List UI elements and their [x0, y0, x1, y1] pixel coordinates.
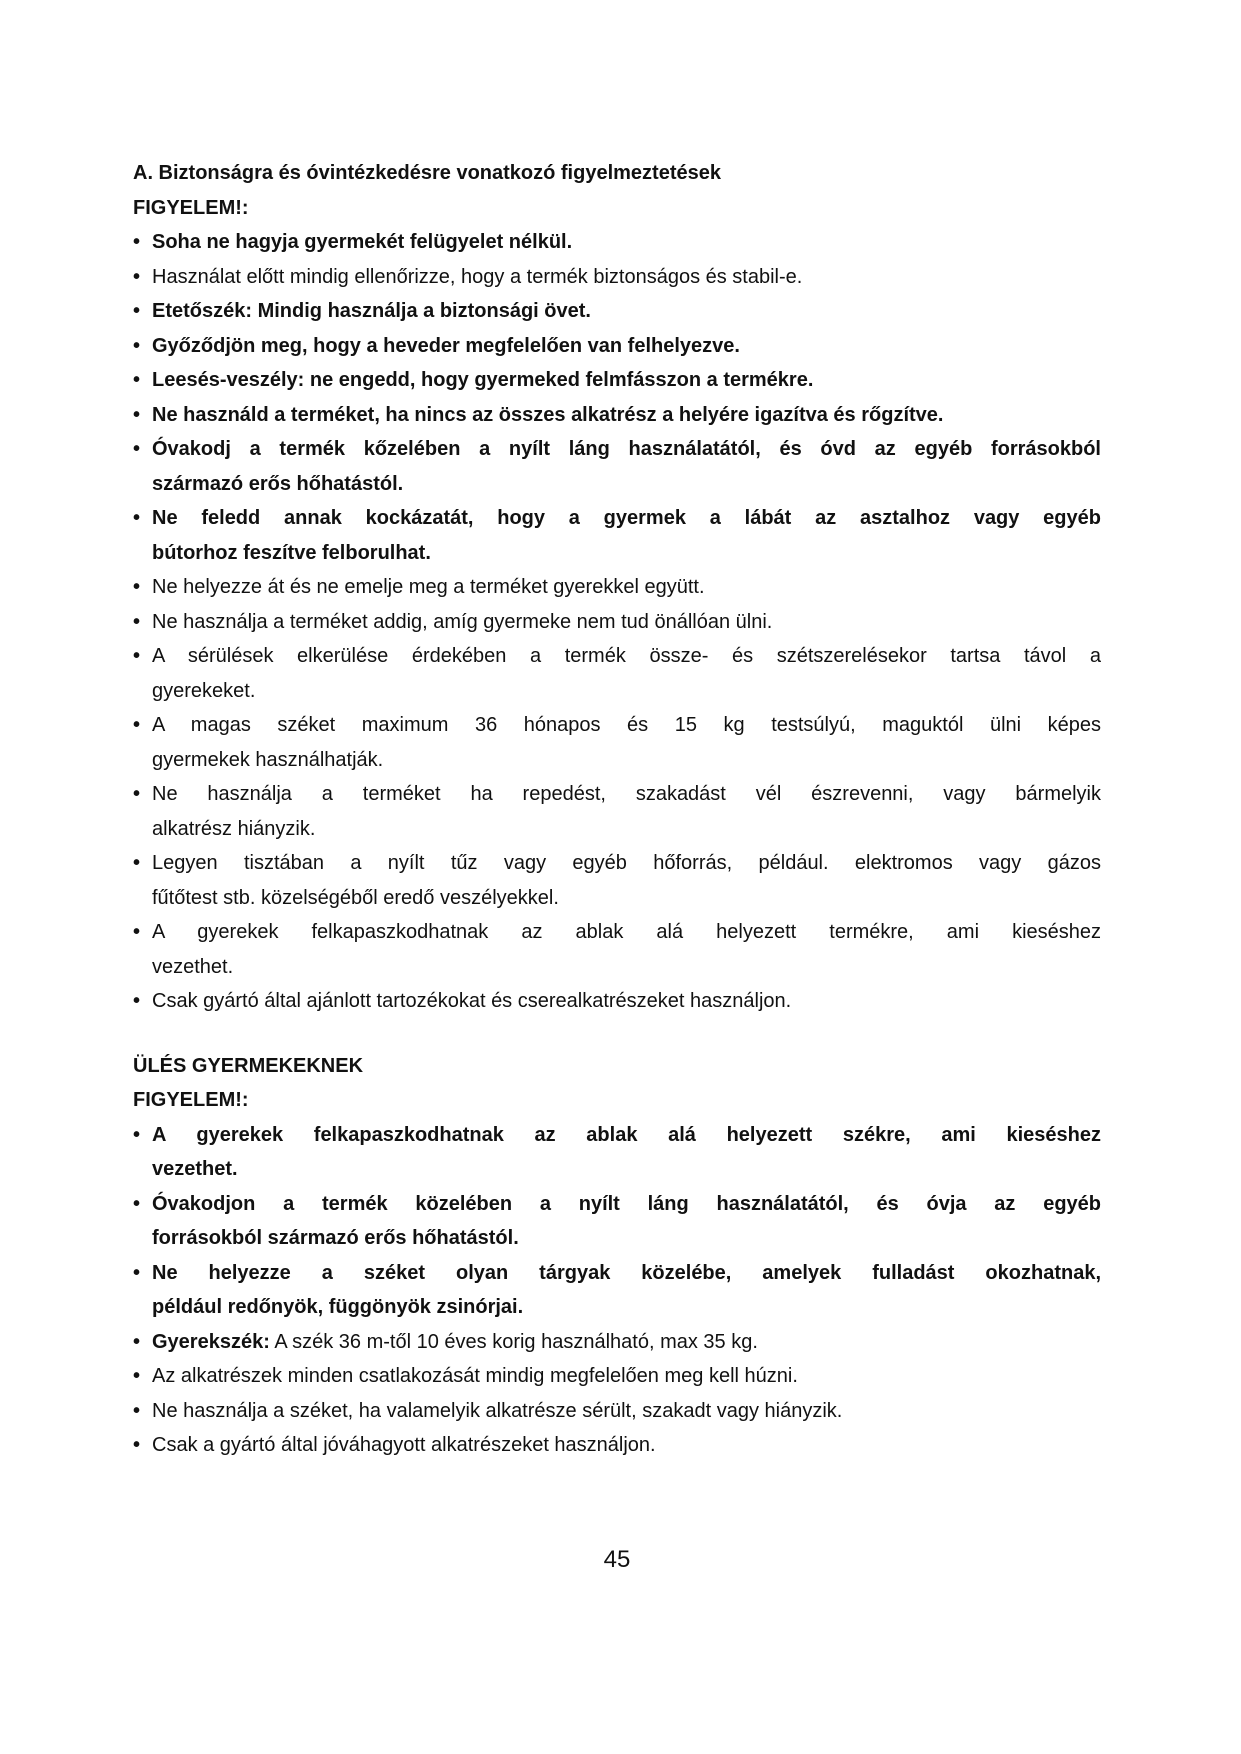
list-item — [133, 398, 1101, 433]
list-item-line: Leesés-veszély: ne engedd, hogy gyermeked felmfásszon a termékre. — [152, 369, 814, 391]
list-item-line: Ne használd a terméket, ha nincs az összes alkatrész a helyére igazítva és rőgzítve. — [152, 403, 944, 426]
section-title: ÜLÉS GYERMEKEKNEK — [133, 1054, 364, 1077]
bullet-icon: • — [133, 852, 141, 874]
list-item-line: Legyen tisztában a nyílt tűz vagy egyéb hőforrás, például. elektromos vagy gázos — [152, 852, 1101, 874]
warning-label: FIGYELEM!: — [133, 1089, 249, 1111]
list-item-line: Győződjön meg, hogy a heveder megfelelően van felhelyezve. — [152, 334, 740, 357]
list-item-line: például redőnyök, függönyök zsinórjai. — [152, 1296, 524, 1318]
bullet-icon: • — [133, 783, 141, 805]
list-item-line: vezethet. — [152, 955, 234, 978]
list-item — [133, 1187, 1101, 1256]
list-item-line: Ne használja a terméket ha repedést, szakadást vél észrevenni, vagy bármelyik — [152, 783, 1101, 805]
list-item-line: A gyerekek felkapaszkodhatnak az ablak alá helyezett termékre, ami kieséshez — [152, 921, 1101, 943]
list-item-line: származó erős hőhatástól. — [152, 472, 404, 495]
list-item — [133, 1359, 1101, 1394]
list-item-line: Etetőszék: Mindig használja a biztonsági övet. — [152, 300, 591, 322]
bullet-icon: • — [133, 231, 141, 253]
bullet-icon: • — [133, 921, 141, 943]
list-item-line: Ne használja a széket, ha valamelyik alkatrésze sérült, szakadt vagy hiányzik. — [152, 1399, 843, 1422]
bullet-icon: • — [133, 334, 141, 357]
bullet-icon: • — [133, 990, 141, 1012]
bullet-icon: • — [133, 265, 141, 288]
list-item-prefix: Gyerekszék: — [152, 1330, 270, 1353]
list-item-line: Ne használja a terméket addig, amíg gyermeke nem tud önállóan ülni. — [152, 610, 773, 633]
bullet-icon: • — [133, 300, 141, 322]
list-item — [133, 1325, 1101, 1360]
list-item-line: gyermekek használhatják. — [152, 748, 384, 771]
list-item — [133, 846, 1101, 915]
list-item — [133, 501, 1101, 570]
list-item-line: Használat előtt mindig ellenőrizze, hogy a termék biztonságos és stabil-e. — [152, 265, 803, 288]
bullet-icon: • — [133, 507, 141, 529]
list-item-line: Soha ne hagyja gyermekét felügyelet nélkül. — [152, 231, 573, 253]
bullet-icon: • — [133, 1330, 141, 1353]
bullet-icon: • — [133, 403, 141, 426]
list-item — [133, 605, 1101, 640]
list-item — [133, 329, 1101, 364]
bullet-icon: • — [133, 1261, 141, 1284]
list-item-line: A sérülések elkerülése érdekében a termék össze- és szétszerelésekor tartsa távol a — [152, 645, 1101, 667]
section — [133, 156, 1101, 1019]
bullet-icon: • — [133, 645, 141, 667]
document-body — [133, 156, 1101, 1463]
bullet-icon: • — [133, 1399, 141, 1422]
list-item — [133, 363, 1101, 398]
bullet-icon: • — [133, 369, 141, 391]
list-item — [133, 1428, 1101, 1463]
bullet-icon: • — [133, 1123, 141, 1146]
list-item-line: Az alkatrészek minden csatlakozását mindig megfelelően meg kell húzni. — [152, 1365, 798, 1387]
bullet-icon: • — [133, 576, 141, 598]
list-item — [133, 777, 1101, 846]
list-item — [133, 1394, 1101, 1429]
bullet-icon: • — [133, 610, 141, 633]
list-item-text: A szék 36 m-től 10 éves korig használható, max 35 kg. — [269, 1330, 758, 1353]
list-item-line: vezethet. — [152, 1158, 238, 1180]
warning-label: FIGYELEM!: — [133, 196, 249, 219]
list-item-line: Óvakodjon a termék közelében a nyílt láng használatától, és óvja az egyéb — [152, 1192, 1101, 1215]
list-item-line: Csak a gyártó által jóváhagyott alkatrészeket használjon. — [152, 1434, 656, 1456]
list-item-line — [152, 1325, 1101, 1360]
list-item — [133, 294, 1101, 329]
list-item — [133, 984, 1101, 1019]
list-item-line: Óvakodj a termék kőzelében a nyílt láng használatától, és óvd az egyéb forrásokból — [152, 438, 1101, 460]
list-item — [133, 570, 1101, 605]
list-item-line: Ne helyezze a széket olyan tárgyak közelébe, amelyek fulladást okozhatnak, — [152, 1261, 1101, 1284]
section — [133, 1049, 1101, 1463]
bullet-icon: • — [133, 1192, 141, 1215]
list-item-line: gyerekeket. — [152, 679, 256, 702]
bullet-icon: • — [133, 714, 141, 736]
list-item-line: alkatrész hiányzik. — [152, 817, 316, 840]
bullet-icon: • — [133, 1434, 141, 1456]
list-item-line: A gyerekek felkapaszkodhatnak az ablak alá helyezett székre, ami kieséshez — [152, 1123, 1101, 1146]
bullet-icon: • — [133, 1365, 141, 1387]
list-item-line: Csak gyártó által ajánlott tartozékokat és cserealkatrészeket használjon. — [152, 990, 792, 1012]
list-item-line: bútorhoz feszítve felborulhat. — [152, 541, 431, 564]
list-item-line: Ne feledd annak kockázatát, hogy a gyermek a lábát az asztalhoz vagy egyéb — [152, 507, 1101, 529]
list-item — [133, 1256, 1101, 1325]
list-item — [133, 260, 1101, 295]
page-number: 45 — [603, 1546, 631, 1573]
bullet-icon: • — [133, 438, 141, 460]
list-item — [133, 708, 1101, 777]
list-item — [133, 915, 1101, 984]
list-item-line: A magas széket maximum 36 hónapos és 15 kg testsúlyú, maguktól ülni képes — [152, 714, 1101, 736]
list-item — [133, 225, 1101, 260]
list-item-line: forrásokból származó erős hőhatástól. — [152, 1227, 519, 1249]
list-item-line: fűtőtest stb. közelségéből eredő veszélyekkel. — [152, 886, 559, 909]
list-item — [133, 639, 1101, 708]
section-title: A. Biztonságra és óvintézkedésre vonatkozó figyelmeztetések — [133, 162, 721, 184]
list-item — [133, 1118, 1101, 1187]
list-item — [133, 432, 1101, 501]
list-item-line: Ne helyezze át és ne emelje meg a terméket gyerekkel együtt. — [152, 576, 705, 598]
